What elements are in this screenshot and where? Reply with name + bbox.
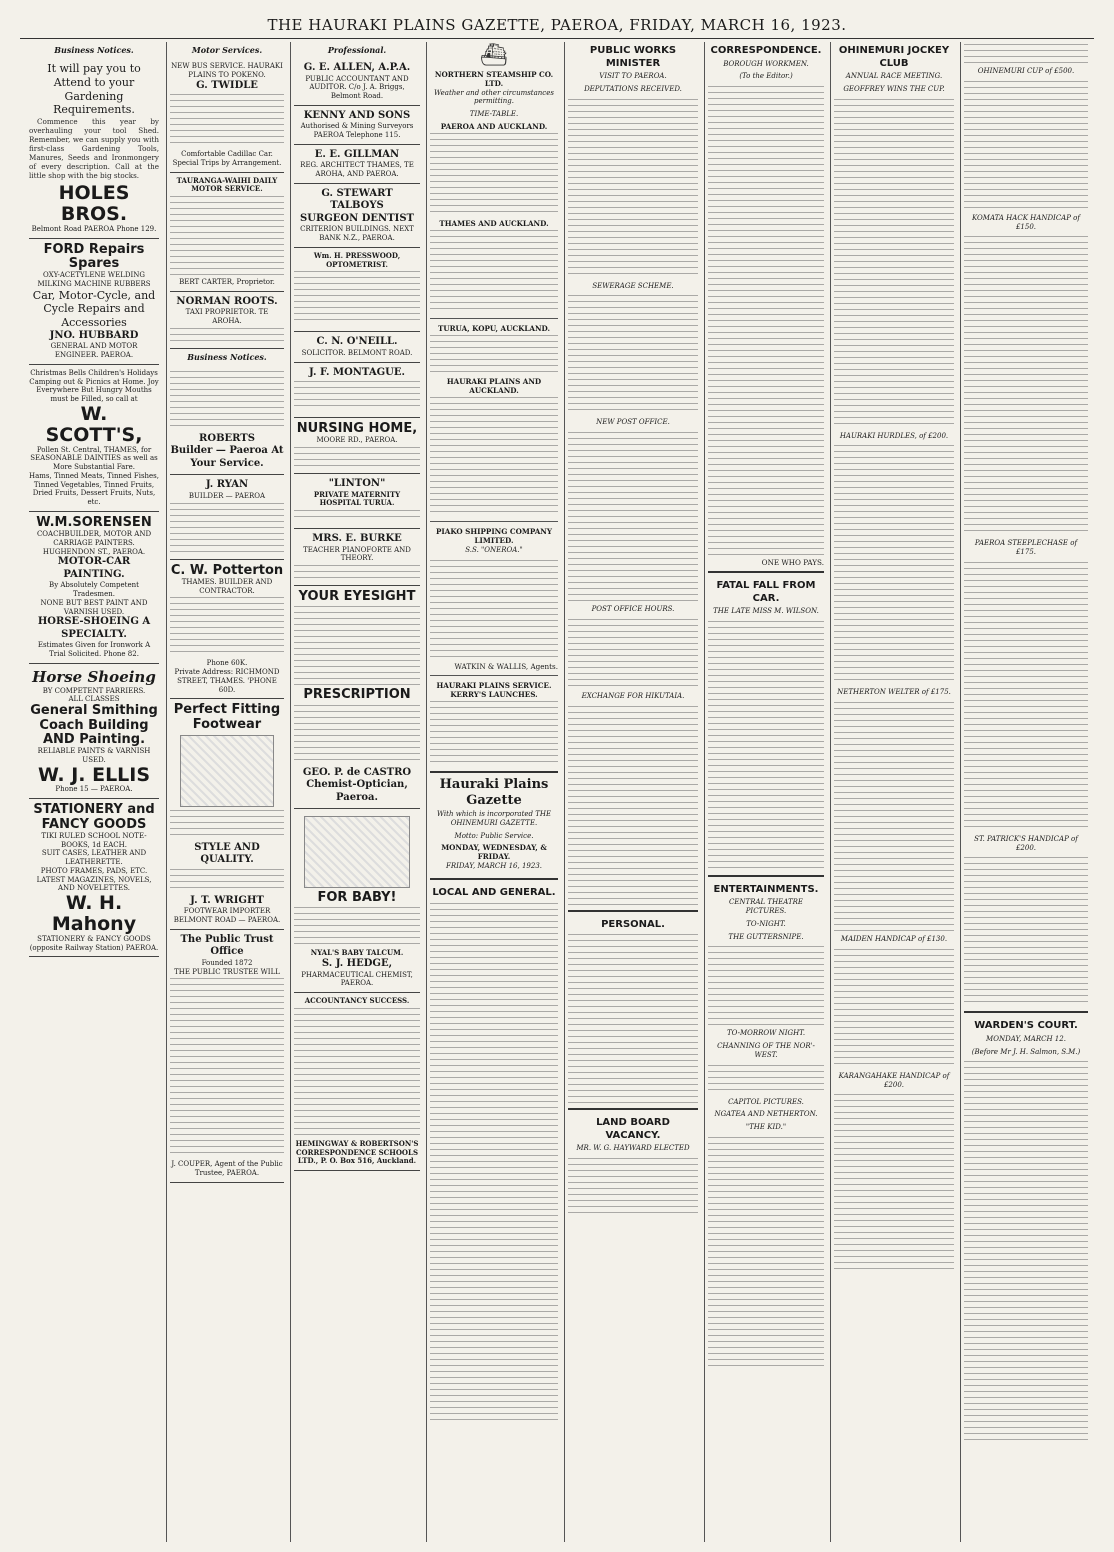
tauranga-ad — [170, 173, 284, 292]
deputations: DEPUTATIONS RECEIVED. — [584, 84, 682, 93]
presswood-ad — [294, 248, 420, 333]
carter: BERT CARTER, Proprietor. — [179, 278, 275, 286]
mahony-ad — [29, 799, 159, 957]
timetable-rows — [430, 335, 558, 375]
race-results — [834, 702, 954, 932]
allen: G. E. ALLEN, A.P.A. — [303, 62, 411, 73]
nyal-talcum: NYAL'S BABY TALCUM. — [310, 948, 404, 958]
potterton: C. W. Potterton — [170, 562, 284, 578]
body-text — [294, 271, 420, 325]
section-heading: Motor Services. — [191, 45, 263, 55]
body-text — [294, 907, 420, 947]
accountancy: ACCOUNTANCY SUCCESS. — [304, 996, 410, 1006]
burke-ad — [294, 529, 420, 586]
holes-address: Belmont Road PAEROA Phone 129. — [31, 224, 157, 233]
race-results — [834, 949, 954, 1069]
holes-bros: HOLES BROS. — [58, 182, 130, 225]
weather-note: Weather and other circumstances permitting. — [434, 88, 554, 106]
teacher: TEACHER PIANOFORTE AND THEORY. — [303, 545, 411, 563]
perfect-footwear: Perfect Fitting Footwear — [173, 702, 281, 732]
taxi: TAXI PROPRIETOR. TE AROHA. — [185, 308, 269, 325]
sorensen-ad — [29, 512, 159, 664]
body-text — [170, 597, 284, 657]
painting-title: MOTOR-CAR PAINTING. — [57, 556, 131, 580]
race-results — [964, 562, 1088, 832]
kenny-ad — [294, 106, 420, 145]
ryan: J. RYAN — [205, 479, 249, 491]
kerrys-launches: HAURAKI PLAINS SERVICE. KERRY'S LAUNCHES. — [436, 680, 552, 699]
thames-auckland: THAMES AND AUCKLAND. — [439, 218, 549, 228]
body-text — [170, 371, 284, 431]
steamship-icon: ⛴ — [480, 43, 508, 68]
column-5 — [564, 42, 701, 1542]
your-eyesight: YOUR EYESIGHT — [298, 589, 416, 605]
ngatea: NGATEA AND NETHERTON. — [714, 1110, 818, 1119]
private-address: Private Address: RICHMOND STREET, THAMES. 'PHONE 60D. — [174, 668, 280, 694]
public-trust: The Public Trust Office — [180, 933, 274, 958]
turua-kopu: TURUA, KOPU, AUCKLAND. — [437, 323, 551, 333]
article-body — [708, 1137, 824, 1367]
nursing-ad — [294, 418, 420, 474]
chemist: Chemist-Optician, Paeroa. — [306, 779, 408, 803]
ford-ad — [29, 239, 159, 365]
scott-sub: Pollen St. Central, THAMES, for SEASONABLE DAINTIES as well as More Substantial Fare. — [30, 445, 158, 472]
scott-title: W. SCOTT'S, — [45, 402, 143, 446]
special-trips: Special Trips by Arrangement. — [172, 158, 282, 167]
montague-ad — [294, 363, 420, 419]
wright: J. T. WRIGHT — [190, 894, 264, 906]
scott-ad — [29, 365, 159, 512]
norman-roots: NORMAN ROOTS. — [176, 295, 278, 307]
nursing-sub: MOORE RD., PAEROA. — [316, 436, 398, 445]
race-results — [964, 81, 1088, 211]
horseshoe: HORSE-SHOEING A SPECIALTY. — [37, 616, 151, 640]
hurdles: HAURAKI HURDLES, of £200. — [839, 431, 949, 440]
gillman-ad — [294, 145, 420, 184]
before-magistrate: (Before Mr J. H. Salmon, S.M.) — [971, 1047, 1081, 1056]
article-body — [568, 619, 698, 689]
pharm: PHARMACEUTICAL CHEMIST, PAEROA. — [301, 970, 413, 988]
article-body — [834, 99, 954, 429]
tomorrow: TO-MORROW NIGHT. — [726, 1029, 806, 1038]
personal-heading: PERSONAL. — [601, 918, 665, 930]
column-6 — [704, 42, 827, 1542]
phone: Phone 60K. — [206, 659, 248, 668]
bus-service: NEW BUS SERVICE. HAURAKI PLAINS TO POKENO. — [171, 62, 283, 79]
decastro: GEO. P. de CASTRO — [302, 766, 412, 778]
race-results — [834, 1094, 954, 1274]
rule — [568, 910, 698, 912]
nursing-home: NURSING HOME, — [296, 421, 418, 436]
trust-ad — [170, 930, 284, 1183]
monday-date: MONDAY, MARCH 12. — [986, 1034, 1066, 1043]
race-results — [964, 857, 1088, 1007]
for-baby: FOR BABY! — [317, 890, 397, 906]
all-classes: ALL CLASSES — [68, 695, 120, 704]
column-8 — [960, 42, 1091, 1542]
jockey-club-heading: OHINEMURI JOCKEY CLUB — [838, 45, 950, 69]
article-body — [708, 621, 824, 871]
st-patricks: ST. PATRICK'S HANDICAP of £200. — [974, 834, 1078, 852]
gazette-sub: With which is incorporated THE OHINEMURI GAZETTE. — [436, 810, 552, 827]
scott-body: Hams, Tinned Meats, Tinned Fishes, Tinned Vegetables, Tinned Fruits, Dried Fruits, Dessert Fruits, Nuts, etc. — [29, 471, 159, 507]
body-text — [294, 705, 420, 765]
article-body — [568, 706, 698, 906]
the-kid: "THE KID." — [745, 1123, 787, 1131]
car-repairs: Car, Motor-Cycle, and Cycle Repairs and Accessories — [32, 288, 156, 330]
oneill-ad — [294, 332, 420, 362]
decastro-ad — [294, 586, 420, 809]
xmas-text: Christmas Bells Children's Holidays Camping out & Picnics at Home. Joy Everywhere But Hungry Mouths must be Filled, so call at — [29, 368, 159, 404]
timetable-rows — [430, 560, 558, 660]
rule — [708, 571, 824, 573]
masthead-title: THE HAURAKI PLAINS GAZETTE, PAEROA, FRIDAY, MARCH 16, 1923. — [267, 16, 847, 34]
post-office-hours: POST OFFICE HOURS. — [591, 605, 675, 613]
hauraki-auckland: HAURAKI PLAINS AND AUCKLAND. — [446, 376, 542, 395]
guttersnipe: THE GUTTERSNIPE. — [728, 932, 804, 941]
potterton-sub: THAMES. BUILDER AND CONTRACTOR. — [181, 577, 273, 595]
ryan-sub: BUILDER — PAEROA — [188, 491, 266, 500]
hubbard: JNO. HUBBARD — [49, 329, 139, 341]
exchange-hikutaia: EXCHANGE FOR HIKUTAIA. — [581, 691, 685, 700]
founded: Founded 1872 — [201, 958, 253, 967]
presswood: Wm. H. PRESSWOOD, OPTOMETRIST. — [313, 250, 401, 269]
rule — [430, 771, 558, 773]
mahony-sub: STATIONERY & FANCY GOODS (opposite Railway Station) PAEROA. — [29, 934, 159, 952]
mahony-title: W. H. Mahony — [51, 892, 137, 935]
section-heading: Business Notices. — [54, 45, 134, 55]
rule — [568, 1108, 698, 1110]
entertainments-heading: ENTERTAINMENTS. — [713, 883, 819, 895]
oneroa: S.S. "ONEROA." — [465, 545, 523, 554]
article-body — [568, 99, 698, 279]
body-text — [170, 978, 284, 1158]
section-heading: Professional. — [327, 45, 387, 55]
rule — [430, 675, 558, 677]
stationery: STATIONERY and FANCY GOODS — [33, 802, 155, 832]
body-text — [294, 447, 420, 467]
style-quality: STYLE AND QUALITY. — [194, 841, 260, 866]
montague: J. F. MONTAGUE. — [309, 366, 405, 378]
hedge: S. J. HEDGE, — [321, 958, 393, 970]
roberts-builder: Builder — Paeroa At Your Service. — [170, 445, 284, 469]
twidle: G. TWIDLE — [196, 79, 258, 91]
signature: ONE WHO PAYS. — [761, 558, 824, 567]
public-works-heading: PUBLIC WORKS MINISTER — [589, 45, 677, 69]
body-text — [170, 328, 284, 342]
issue-date: FRIDAY, MARCH 16, 1923. — [445, 862, 543, 871]
criterion: CRITERION BUILDINGS. NEXT BANK N.Z., PAEROA. — [300, 225, 414, 242]
geoffrey-cup: GEOFFREY WINS THE CUP. — [843, 84, 945, 93]
piako-shipping: PIAKO SHIPPING COMPANY LIMITED. — [436, 526, 552, 545]
body-text — [170, 94, 284, 148]
prescription: PRESCRIPTION — [303, 687, 411, 703]
race-results — [964, 236, 1088, 536]
timetable-rows — [430, 230, 558, 314]
body-text — [170, 869, 284, 893]
body-text — [294, 510, 420, 522]
netherton-welter: NETHERTON WELTER of £175. — [837, 688, 951, 697]
potterton-ad — [170, 560, 284, 700]
body-text — [294, 565, 420, 579]
paeroa-steeplechase: PAEROA STEEPLECHASE of £175. — [974, 539, 1078, 556]
tonight: TO-NIGHT. — [746, 919, 786, 928]
sorensen-title: W.M.SORENSEN — [36, 514, 152, 530]
fatal-fall-heading: FATAL FALL FROM CAR. — [716, 580, 816, 604]
column-2 — [166, 42, 287, 1542]
sorensen-sub: COACHBUILDER, MOTOR AND CARRIAGE PAINTERS. HUGHENDON ST., PAEROA. — [36, 530, 152, 556]
coach-building: Coach Building AND Painting. — [39, 717, 149, 747]
rule — [430, 318, 558, 320]
hedge-ad — [294, 809, 420, 993]
article-body — [568, 934, 698, 1104]
motto: Motto: Public Service. — [454, 831, 534, 840]
none-but: NONE BUT BEST PAINT AND VARNISH USED. — [40, 598, 148, 616]
burke: MRS. E. BURKE — [312, 533, 402, 545]
article-body — [708, 946, 824, 1026]
channing: CHANNING OF THE NOR'-WEST. — [717, 1042, 815, 1059]
roots-ad — [170, 292, 284, 349]
talboys-ad — [294, 184, 420, 248]
oxy-welding: OXY-ACETYLENE WELDING MILKING MACHINE RUBBERS — [37, 271, 151, 288]
body-text — [294, 606, 420, 686]
garden-ad — [29, 58, 159, 239]
cadillac: Comfortable Cadillac Car. — [181, 150, 273, 158]
borough-workmen: BOROUGH WORKMEN. — [723, 59, 809, 68]
land-board-heading: LAND BOARD VACANCY. — [596, 1117, 670, 1141]
column-7 — [830, 42, 957, 1542]
roberts: ROBERTS — [199, 432, 255, 444]
body-text — [170, 503, 284, 553]
article-body — [708, 1065, 824, 1095]
gillman-sub: REG. ARCHITECT THAMES, TE AROHA, AND PAEROA. — [300, 161, 414, 178]
competent: BY COMPETENT FARRIERS. — [42, 686, 146, 695]
article-body — [430, 903, 558, 1423]
ellis-title: W. J. ELLIS — [37, 763, 151, 786]
garden-body: Commence this year by overhauling your tool Shed. Remember, we can supply you with first-class Gardening Tools, Manures, Seeds and Ironmongery of every description. Call at the little shop with the big stocks. — [29, 117, 159, 180]
rule — [430, 878, 558, 880]
karangahake-handicap: KARANGAHAKE HANDICAP of £200. — [838, 1071, 950, 1089]
linton: "LINTON" — [328, 478, 386, 490]
komata-hack: KOMATA HACK HANDICAP of £150. — [972, 213, 1080, 231]
allen-sub: PUBLIC ACCOUNTANT AND AUDITOR. C/o J. A. Briggs, Belmont Road. — [305, 74, 409, 100]
paeroa-auckland: PAEROA AND AUCKLAND. — [440, 121, 548, 131]
section-heading: Business Notices. — [187, 351, 267, 362]
tauranga-title: TAURANGA-WAIHI DAILY MOTOR SERVICE. — [176, 175, 278, 194]
ohinemuri-cup: OHINEMURI CUP of £500. — [977, 67, 1075, 75]
wardens-court-heading: WARDEN'S COURT. — [974, 1020, 1078, 1032]
miss-wilson: THE LATE MISS M. WILSON. — [713, 607, 819, 615]
painting-sub: By Absolutely Competent Tradesmen. — [49, 581, 139, 599]
post-office: NEW POST OFFICE. — [596, 418, 670, 427]
gillman: E. E. GILLMAN — [314, 148, 400, 160]
body-text — [294, 1008, 420, 1138]
timetable-rows — [430, 397, 558, 517]
garden-line: It will pay you to — [47, 62, 141, 75]
visit-subheading: VISIT TO PAEROA. — [599, 72, 667, 80]
sewerage: SEWERAGE SCHEME. — [592, 281, 674, 290]
horse-shoeing-title: Horse Shoeing — [32, 667, 156, 686]
ryan-ad — [170, 475, 284, 559]
timetable-rows — [430, 701, 558, 767]
gazette-nameplate: Hauraki Plains Gazette — [439, 776, 549, 808]
shoe-illustration — [180, 735, 274, 807]
capitol: CAPITOL PICTURES. — [728, 1097, 804, 1106]
magazines: LATEST MAGAZINES, NOVELS, AND NOVELETTES. — [36, 875, 152, 893]
hemingway: HEMINGWAY & ROBERTSON'S CORRESPONDENCE SCHOOLS LTD., P. O. Box 516, Auckland. — [295, 1138, 419, 1166]
local-general-heading: LOCAL AND GENERAL. — [432, 887, 556, 898]
correspondence-heading: CORRESPONDENCE. — [710, 45, 822, 56]
rule — [708, 875, 824, 877]
smithing: General Smithing — [30, 703, 158, 719]
race-results — [834, 445, 954, 685]
estimates: Estimates Given for Ironwork A Trial Solicited. Phone 82. — [37, 641, 151, 659]
dentist: SURGEON DENTIST — [300, 212, 414, 224]
trustee-will: THE PUBLIC TRUSTEE WILL — [174, 967, 280, 976]
tiki: TIKI RULED SCHOOL NOTE-BOOKS, 1d EACH. — [41, 831, 147, 849]
column-1 — [26, 42, 162, 1542]
ford-title: FORD Repairs Spares — [43, 241, 145, 271]
wright-ad — [170, 699, 284, 930]
northern-steamship: NORTHERN STEAMSHIP CO. LTD. — [434, 69, 554, 88]
reliable: RELIABLE PAINTS & VARNISH USED. — [37, 747, 151, 764]
article-body — [708, 86, 824, 556]
twidle-ad — [170, 58, 284, 173]
garden-line: Requirements. — [53, 103, 135, 117]
linton-ad — [294, 474, 420, 529]
oneill: C. N. O'NEILL. — [316, 336, 398, 348]
accountancy-ad — [294, 993, 420, 1171]
timetable-rows — [430, 133, 558, 217]
hubbard-sub: GENERAL AND MOTOR ENGINEER. PAEROA. — [50, 342, 138, 360]
allen-ad — [294, 58, 420, 106]
central-theatre: CENTRAL THEATRE PICTURES. — [728, 898, 804, 915]
rule — [430, 521, 558, 523]
couper: J. COUPER, Agent of the Public Trustee, PAEROA. — [171, 1160, 283, 1178]
article-body — [568, 295, 698, 415]
ellis-sub: Phone 15 — PAEROA. — [55, 785, 133, 794]
hospital: PRIVATE MATERNITY HOSPITAL TURUA. — [313, 489, 401, 508]
column-3 — [290, 42, 423, 1542]
article-body — [568, 432, 698, 602]
timetable: TIME-TABLE. — [469, 110, 519, 118]
annual-meeting: ANNUAL RACE MEETING. — [845, 72, 943, 80]
kenny: KENNY AND SONS — [303, 109, 411, 121]
kenny-sub: Authorised & Mining Surveyors PAEROA Telephone 115. — [300, 122, 414, 139]
roberts-ad — [170, 365, 284, 476]
maiden-handicap: MAIDEN HANDICAP of £130. — [840, 935, 948, 943]
column-4 — [426, 42, 561, 1542]
article-body — [568, 1158, 698, 1218]
masthead — [20, 10, 1094, 39]
watkin-wallis: WATKIN & WALLIS, Agents. — [454, 661, 558, 671]
rule — [964, 1011, 1088, 1013]
race-results — [964, 44, 1088, 64]
ellis-ad — [29, 664, 159, 799]
solicitor: SOLICITOR. BELMONT ROAD. — [301, 348, 413, 357]
talboys: G. STEWART TALBOYS — [321, 187, 393, 212]
body-text — [170, 196, 284, 276]
garden-line: Gardening — [64, 89, 124, 103]
photo-frames: PHOTO FRAMES, PADS, ETC. — [40, 866, 148, 875]
suitcases: SUIT CASES, LEATHER AND LEATHERETTE. — [41, 849, 147, 867]
baby-illustration — [304, 816, 410, 888]
days: MONDAY, WEDNESDAY, & FRIDAY. — [441, 843, 547, 862]
garden-line: Attend to your — [53, 75, 135, 89]
article-body — [964, 1061, 1088, 1441]
body-text — [170, 810, 284, 840]
body-text — [294, 381, 420, 411]
hayward-subheading: MR. W. G. HAYWARD ELECTED — [576, 1144, 690, 1152]
wright-sub: FOOTWEAR IMPORTER BELMONT ROAD — PAEROA. — [173, 907, 281, 925]
to-editor: (To the Editor.) — [739, 72, 793, 81]
